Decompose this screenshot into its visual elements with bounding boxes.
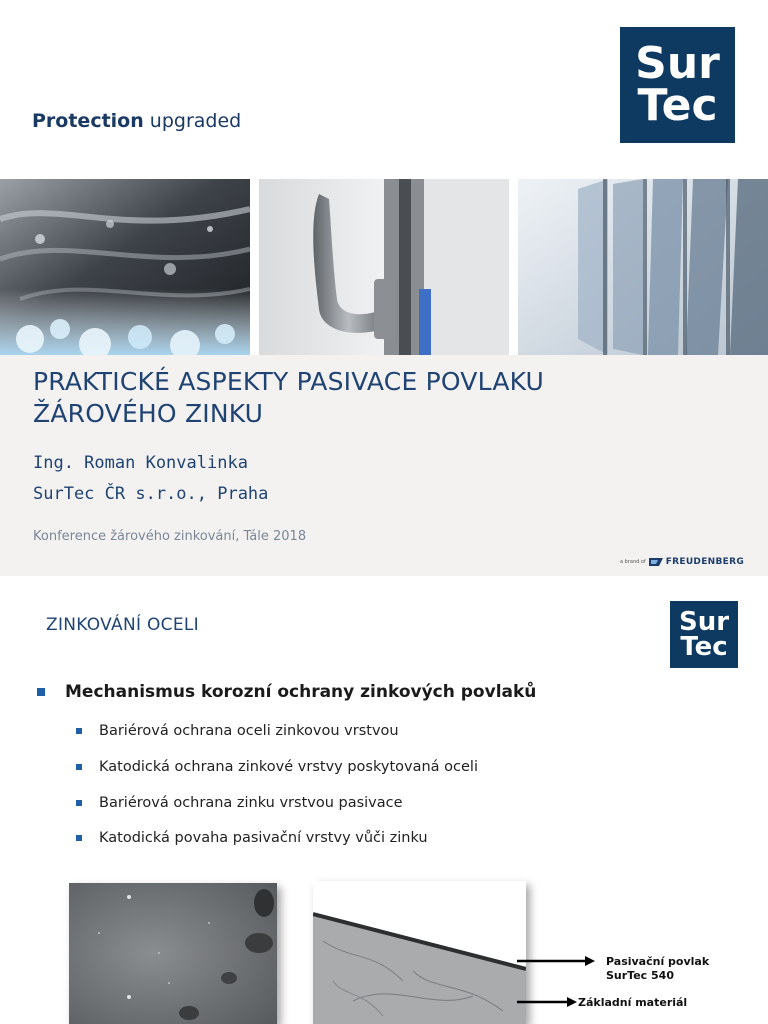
label-coating-line1: Pasivační povlak	[606, 955, 710, 968]
freudenberg-brand	[620, 557, 744, 567]
sub-bullet-1	[76, 723, 399, 739]
sub-bullet-2	[76, 759, 478, 775]
sub-bullet-text: Bariérová ochrana oceli zinkovou vrstvou	[99, 723, 399, 739]
sub-bullet-text: Katodická ochrana zinkové vrstvy poskytovaná oceli	[99, 759, 478, 775]
tagline-bold: Protection	[32, 110, 144, 132]
tagline-rest: upgraded	[143, 110, 242, 132]
brand-name: FREUDENBERG	[665, 557, 745, 567]
label-base-material: Základní materiál	[578, 996, 688, 1009]
surtec-logo-small	[670, 601, 738, 668]
author-company: SurTec ČR s.r.o., Praha	[33, 484, 269, 504]
logo-small-line2: Tec	[680, 631, 728, 662]
tagline	[32, 110, 241, 132]
freudenberg-logo-icon	[649, 558, 663, 566]
section-title: ZINKOVÁNÍ OCELI	[46, 615, 199, 635]
sub-bullet-square-icon	[76, 800, 82, 806]
presentation-title	[33, 366, 544, 430]
label-coating	[606, 955, 709, 983]
brand-prefix: a brand of	[620, 559, 646, 565]
surtec-logo	[620, 27, 735, 143]
sub-bullet-square-icon	[76, 764, 82, 770]
title-line2: ŽÁROVÉHO ZINKU	[33, 399, 264, 428]
micrograph-cross-section	[313, 881, 526, 1024]
title-line1: PRAKTICKÉ ASPEKTY PASIVACE POVLAKU	[33, 367, 545, 396]
conference-info: Konference žárového zinkování, Tále 2018	[33, 529, 307, 544]
sub-bullet-text: Bariérová ochrana zinku vrstvou pasivace	[99, 795, 403, 811]
photo-glass-panels	[518, 179, 768, 355]
author-name: Ing. Roman Konvalinka	[33, 453, 248, 473]
logo-line1: Sur	[635, 38, 720, 90]
sub-bullet-3	[76, 795, 403, 811]
logo-small-line1: Sur	[678, 606, 730, 637]
photo-door-handle	[259, 179, 509, 355]
main-bullet-text: Mechanismus korozní ochrany zinkových povlaků	[65, 682, 537, 702]
sub-bullet-square-icon	[76, 835, 82, 841]
bullet-square-icon	[37, 688, 45, 696]
photo-zinc-surface	[0, 179, 250, 355]
main-bullet	[37, 682, 536, 702]
label-coating-line2: SurTec 540	[606, 969, 674, 982]
sub-bullet-square-icon	[76, 728, 82, 734]
sub-bullet-4	[76, 830, 428, 846]
logo-line2: Tec	[637, 80, 718, 131]
micrograph-surface	[69, 883, 277, 1024]
sub-bullet-text: Katodická povaha pasivační vrstvy vůči zinku	[99, 830, 428, 846]
